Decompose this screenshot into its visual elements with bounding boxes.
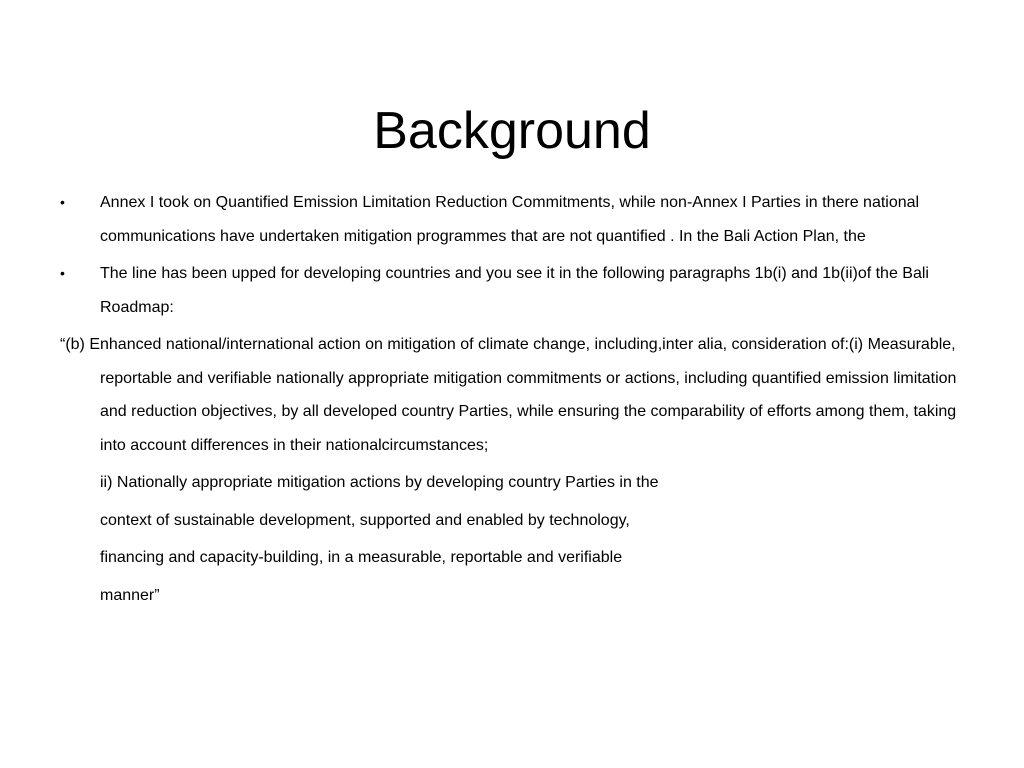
quote-line: context of sustainable development, supported and enabled by technology, [100,511,630,529]
quote-line: ii) Nationally appropriate mitigation actions by developing country Parties in the [100,474,659,491]
bullet-icon: • [60,194,65,210]
bullet-text: Annex I took on Quantified Emission Limitation Reduction Commitments, while non-Annex I Parties in there national communications have undertaken mitigation programmes that are not quantified . In the Bali Action Plan, the [100,194,920,245]
quoted-paragraph: “(b) Enhanced national/international action on mitigation of climate change, including,inter alia, consideration of:(i) Measurable, reportable and verifiable nationally appropriate mitigation commitments or actions, including quantified emission limitation and reduction objectives, by all developed country Parties, while ensuring the comparability of efforts among them, taking into account differences in their nationalcircumstances; [60,336,957,454]
bullet-text: The line has been upped for developing countries and you see it in the following paragraphs 1b(i) and 1b(ii)of the Bali Roadmap: [100,265,929,316]
bullet-item [60,257,970,324]
slide-title: Background [373,101,651,160]
slide-body [60,186,970,616]
bullet-icon: • [60,265,65,281]
bullet-item [60,186,970,253]
quote-line: manner” [100,586,160,604]
quote-line: financing and capacity-building, in a measurable, reportable and verifiable [100,549,623,566]
